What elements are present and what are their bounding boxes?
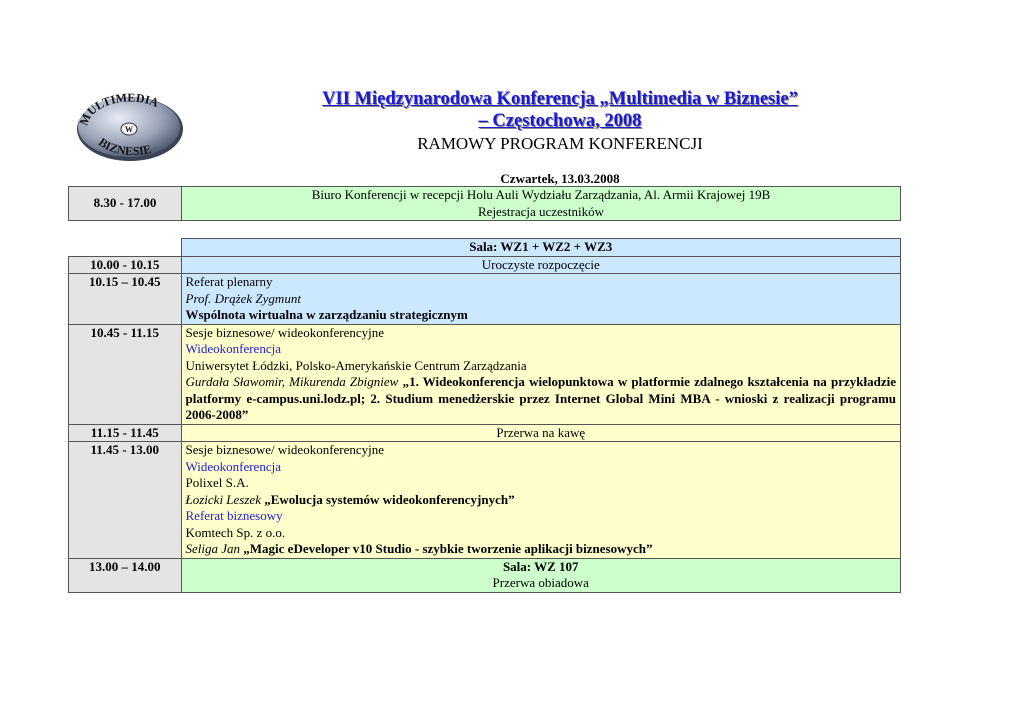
session-presentation: [186, 374, 897, 424]
hall-cell: Sala: WZ1 + WZ2 + WZ3: [181, 239, 901, 257]
table-row: [69, 424, 901, 442]
session-type: Wideokonferencja: [185, 458, 281, 474]
session-org: Uniwersytet Łódzki, Polsko-Amerykańskie Centrum Zarządzania: [185, 357, 527, 373]
day-date: Czwartek, 13.03.2008: [500, 171, 620, 186]
registration-table: [68, 186, 901, 221]
registration-line: Biuro Konferencji w recepcji Holu Auli Wydziału Zarządzania, Al. Armii Krajowej 19B: [311, 187, 771, 202]
break-cell: Przerwa na kawę: [181, 424, 901, 442]
session-presentation: [186, 541, 897, 558]
session-label: Sesje biznesowe/ wideokonferencyjne: [185, 442, 385, 457]
logo-text-top: MULTIMEDIA: [76, 93, 161, 128]
table-row: [69, 274, 901, 325]
lunch-label: Przerwa obiadowa: [492, 575, 589, 590]
plenary-cell: [181, 274, 901, 325]
opening-cell: Uroczyste rozpoczęcie: [181, 256, 901, 274]
table-row: [69, 256, 901, 274]
plenary-label: Referat plenarny: [185, 274, 273, 289]
schedule-table: [68, 238, 901, 593]
registration-cell: [182, 187, 901, 221]
session-type: Wideokonferencja: [185, 341, 281, 356]
session-speaker: Łozicki Leszek: [185, 491, 261, 507]
program-title: RAMOWY PROGRAM KONFERENCJI: [417, 134, 703, 153]
plenary-talk: Wspólnota wirtualna w zarządzaniu strategicznym: [185, 307, 468, 322]
conference-subtitle: – Częstochowa, 2008: [478, 111, 642, 131]
time-cell: 11.15 - 11.45: [69, 424, 182, 442]
time-cell: 10.00 - 10.15: [69, 256, 182, 274]
session-org: Komtech Sp. z o.o.: [185, 524, 286, 540]
session-talk: „1. Wideokonferencja wielopunktowa w platformie zdalnego kształcenia na przykładzie platformy e-campus.uni.lodz.pl; 2. Studium menedżerskie przez Internet Global Mini MBA - wnioski z realizacji programu 2006-2008”: [185, 374, 896, 422]
time-cell: 10.15 – 10.45: [69, 274, 182, 325]
session1-cell: [181, 324, 901, 424]
table-row: [69, 558, 901, 592]
session2-cell: [181, 442, 901, 559]
conference-title: VII Międzynarodowa Konferencja „Multimedia w Biznesie”: [322, 89, 798, 109]
table-row: [69, 442, 901, 559]
empty-cell: [69, 239, 182, 257]
time-cell: 13.00 – 14.00: [69, 558, 182, 592]
session-speaker: Seliga Jan: [185, 541, 241, 556]
session-speakers: Gurdała Sławomir, Mikurenda Zbigniew: [185, 374, 399, 389]
session-org: Polixel S.A.: [185, 475, 249, 490]
logo-text-center: W: [125, 125, 133, 134]
registration-line: Rejestracja uczestników: [478, 203, 604, 219]
session-presentation: [186, 492, 897, 509]
time-cell: 11.45 - 13.00: [69, 442, 182, 559]
conference-logo: [74, 93, 186, 163]
plenary-speaker: Prof. Drążek Zygmunt: [185, 290, 301, 306]
table-row: [69, 239, 901, 257]
session-label: Sesje biznesowe/ wideokonferencyjne: [185, 324, 385, 340]
session-talk: „Ewolucja systemów wideokonferencyjnych”: [264, 491, 515, 507]
time-cell: 8.30 - 17.00: [69, 187, 182, 221]
time-cell: 10.45 - 11.15: [69, 324, 182, 424]
table-row: [69, 187, 901, 221]
session-talk: „Magic eDeveloper v10 Studio - szybkie tworzenie aplikacji biznesowych”: [243, 541, 653, 556]
lunch-hall: Sala: WZ 107: [502, 558, 579, 574]
table-row: [69, 324, 901, 424]
lunch-cell: [181, 558, 901, 592]
logo-text-bottom: BIZNESIE: [96, 134, 153, 159]
session-type: Referat biznesowy: [185, 508, 283, 523]
